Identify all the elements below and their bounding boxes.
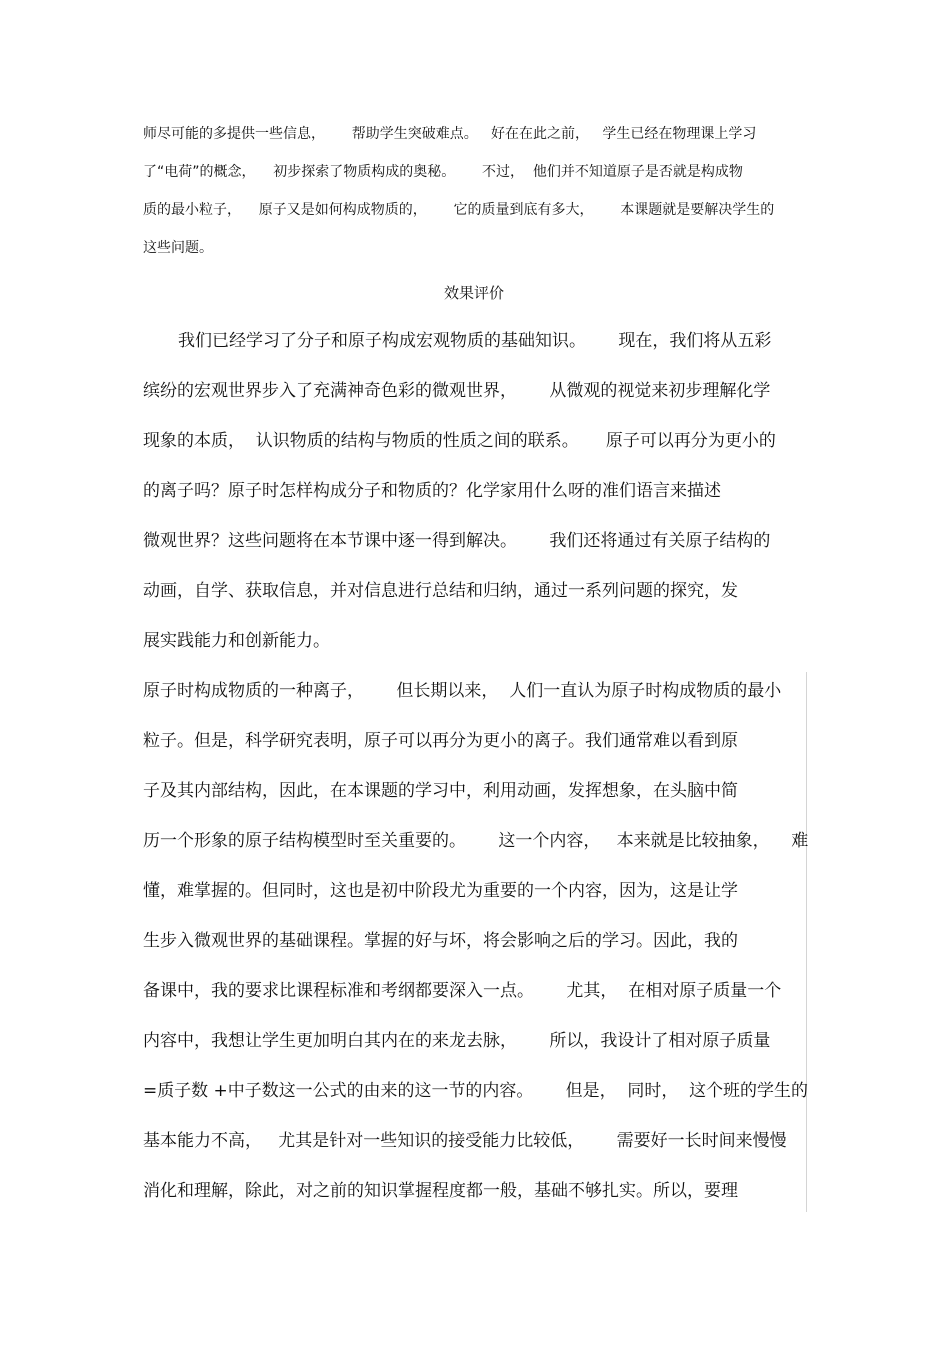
box-line-1: 原子时构成物质的一种离子， 但长期以来， 人们一直认为原子时构成物质的最小 <box>143 681 782 701</box>
intro-line-2: 了“电荷”的概念， 初步探索了物质构成的奥秘。 不过， 他们并不知道原子是否就是构成物 <box>143 164 743 180</box>
intro-line-4: 这些问题。 <box>143 240 213 256</box>
intro-line-3: 质的最小粒子， 原子又是如何构成物质的， 它的质量到底有多大， 本课题就是要解决学生的 <box>143 202 775 218</box>
box-line-9: =质子数 +中子数这一公式的由来的这一节的内容。 但是， 同时， 这个班的学生的 <box>143 1081 808 1101</box>
section-heading: 效果评价 <box>444 284 505 302</box>
evaluation-line-4: 的离子吗？原子时怎样构成分子和物质的？化学家用什么呀的准们语言来描述 <box>143 481 721 501</box>
box-line-3: 子及其内部结构，因此，在本课题的学习中，利用动画，发挥想象，在头脑中简 <box>143 781 738 801</box>
box-line-10: 基本能力不高， 尤其是针对一些知识的接受能力比较低， 需要好一长时间来慢慢 <box>143 1131 787 1151</box>
box-line-2: 粒子。但是，科学研究表明，原子可以再分为更小的离子。我们通常难以看到原 <box>143 731 738 751</box>
box-line-5: 懂，难掌握的。但同时，这也是初中阶段尤为重要的一个内容，因为，这是让学 <box>143 881 738 901</box>
evaluation-line-1: 我们已经学习了分子和原子构成宏观物质的基础知识。 现在，我们将从五彩 <box>178 331 772 351</box>
evaluation-line-2: 缤纷的宏观世界步入了充满神奇色彩的微观世界， 从微观的视觉来初步理解化学 <box>143 381 771 401</box>
box-line-8: 内容中，我想让学生更加明白其内在的来龙去脉， 所以，我设计了相对原子质量 <box>143 1031 771 1051</box>
evaluation-line-3: 现象的本质， 认识物质的结构与物质的性质之间的联系。 原子可以再分为更小的 <box>143 431 776 451</box>
box-line-4: 历一个形象的原子结构模型时至关重要的。 这一个内容， 本来就是比较抽象， 难 <box>143 831 809 851</box>
box-line-7: 备课中，我的要求比课程标准和考纲都要深入一点。 尤其， 在相对原子质量一个 <box>143 981 782 1001</box>
evaluation-line-6: 动画，自学、获取信息，并对信息进行总结和归纳，通过一系列问题的探究，发 <box>143 581 738 601</box>
intro-line-1: 师尽可能的多提供一些信息， 帮助学生突破难点。 好在在此之前， 学生已经在物理课上学习 <box>143 126 757 142</box>
evaluation-line-5: 微观世界？这些问题将在本节课中逐一得到解决。 我们还将通过有关原子结构的 <box>143 531 771 551</box>
evaluation-line-7: 展实践能力和创新能力。 <box>143 631 330 651</box>
box-line-6: 生步入微观世界的基础课程。掌握的好与坏，将会影响之后的学习。因此，我的 <box>143 931 738 951</box>
box-line-11: 消化和理解，除此，对之前的知识掌握程度都一般，基础不够扎实。所以，要理 <box>143 1181 738 1201</box>
